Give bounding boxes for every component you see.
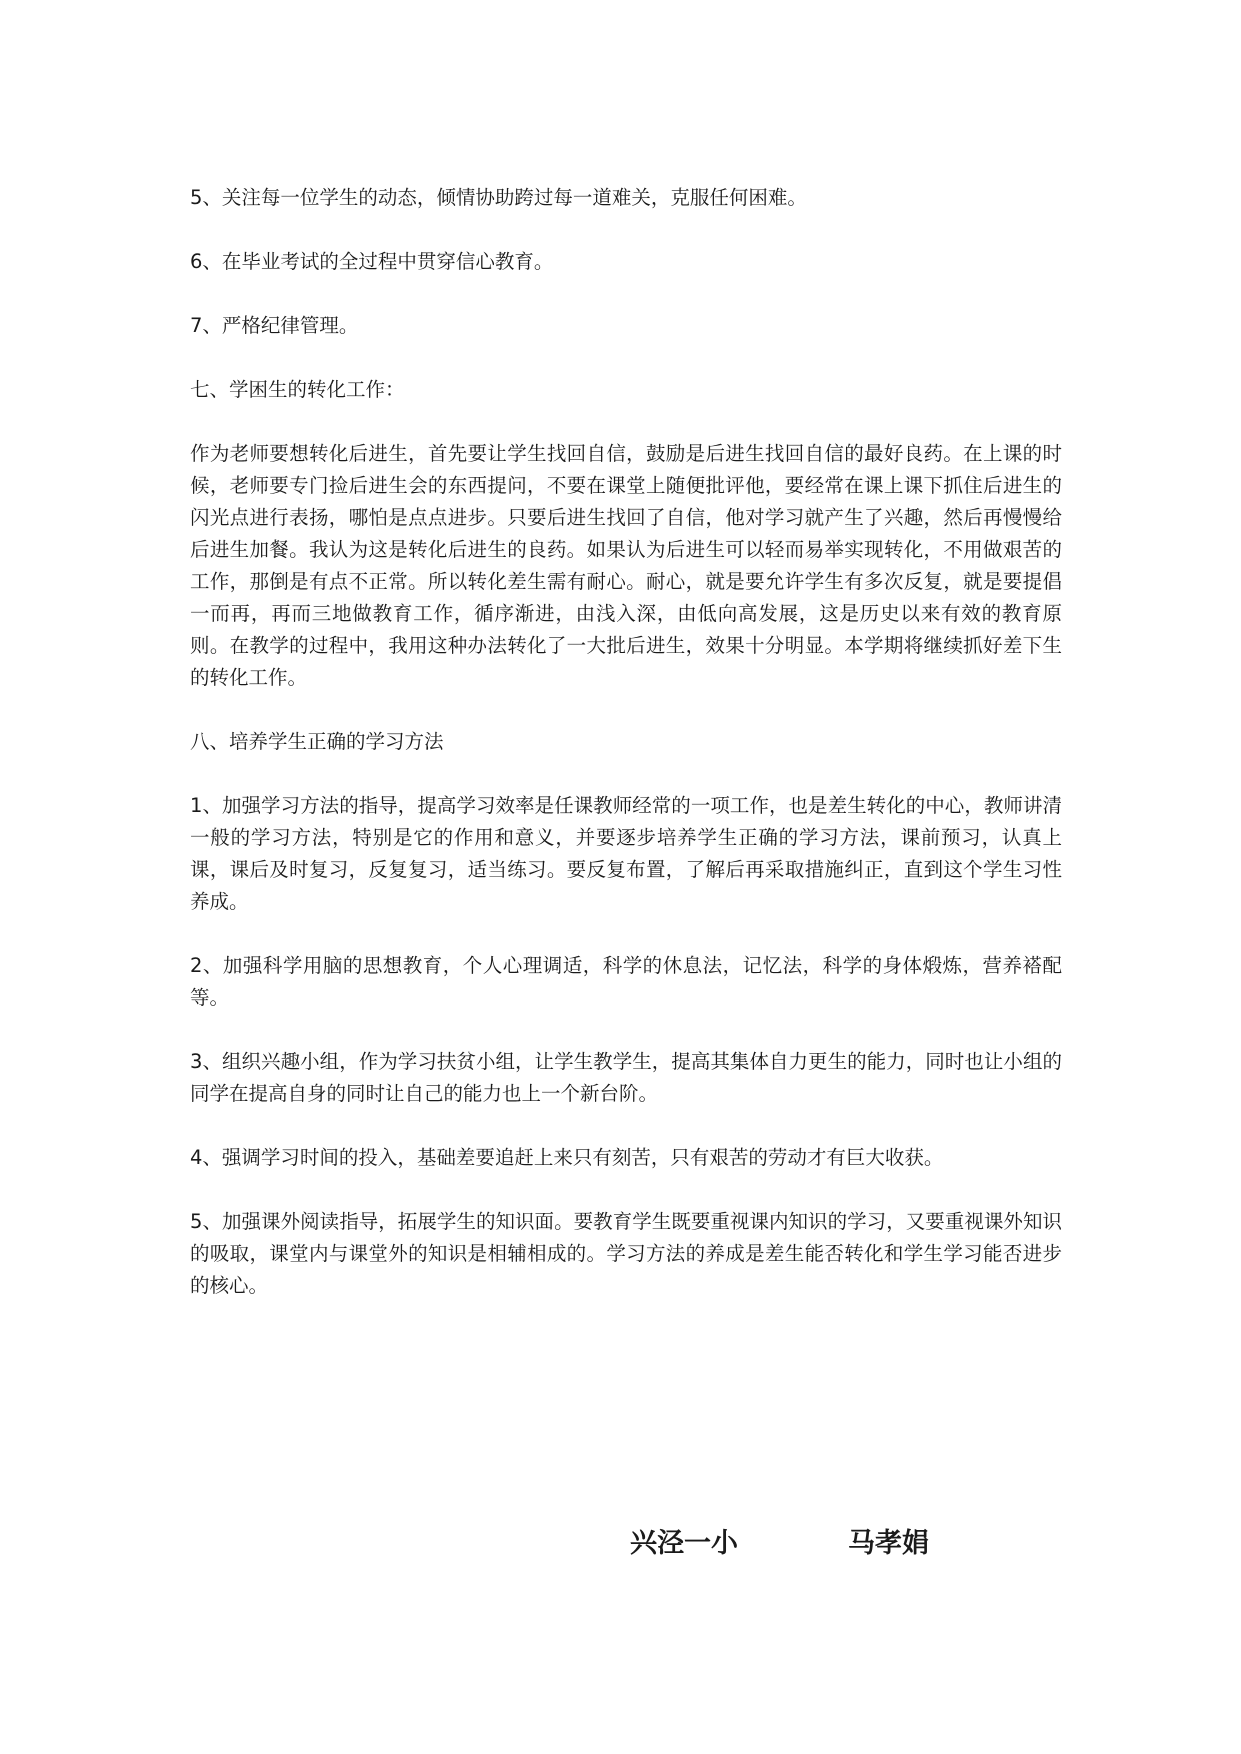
paragraph-method-2: 2、加强科学用脑的思想教育，个人心理调适，科学的休息法，记忆法，科学的身体煅炼，营养褡配等。 [190,954,1062,1009]
section-heading-7: 七、学困生的转化工作： [190,378,405,401]
signature-name: 马孝娟 [848,1528,929,1559]
section-heading-8: 八、培养学生正确的学习方法 [190,730,444,753]
paragraph-item-6-confidence: 6、在毕业考试的全过程中贯穿信心教育。 [190,250,554,273]
paragraph-method-5: 5、加强课外阅读指导，拓展学生的知识面。要教育学生既要重视课内知识的学习，又要重视课外知识的吸取，课堂内与课堂外的知识是相辅相成的。学习方法的养成是差生能否转化和学生学习能否进步的核心。 [190,1210,1062,1297]
paragraph-item-5-attention: 5、关注每一位学生的动态，倾情协助跨过每一道难关，克服任何困难。 [190,186,807,209]
signature-school: 兴泾一小 [630,1528,738,1559]
paragraph-method-4: 4、强调学习时间的投入，基础差要追赶上来只有刻苦，只有艰苦的劳动才有巨大收获。 [190,1146,944,1169]
paragraph-method-3: 3、组织兴趣小组，作为学习扶贫小组，让学生教学生，提高其集体自力更生的能力，同时也让小组的同学在提高自身的同时让自己的能力也上一个新台阶。 [190,1050,1062,1105]
document-body [190,182,1062,1302]
signature-block [630,1522,1050,1566]
paragraph-item-7-discipline: 7、严格纪律管理。 [190,314,359,337]
paragraph-method-1: 1、加强学习方法的指导，提高学习效率是任课教师经常的一项工作，也是差生转化的中心，教师讲清一般的学习方法，特别是它的作用和意义，并要逐步培养学生正确的学习方法，课前预习，认真上课，课后及时复习，反复复习，适当练习。要反复布置，了解后再采取措施纠正，直到这个学生习性养成。 [190,794,1062,913]
paragraph-struggling-students: 作为老师要想转化后进生，首先要让学生找回自信，鼓励是后进生找回自信的最好良药。在上课的时候，老师要专门捡后进生会的东西提问，不要在课堂上随便批评他，要经常在课上课下抓住后进生的闪光点进行表扬，哪怕是点点进步。只要后进生找回了自信，他对学习就产生了兴趣，然后再慢慢给后进生加餐。我认为这是转化后进生的良药。如果认为后进生可以轻而易举实现转化，不用做艰苦的工作，那倒是有点不正常。所以转化差生需有耐心。耐心，就是要允许学生有多次反复，就是要提倡一而再，再而三地做教育工作，循序渐进，由浅入深，由低向高发展，这是历史以来有效的教育原则。在教学的过程中，我用这种办法转化了一大批后进生，效果十分明显。本学期将继续抓好差下生的转化工作。 [190,442,1062,689]
